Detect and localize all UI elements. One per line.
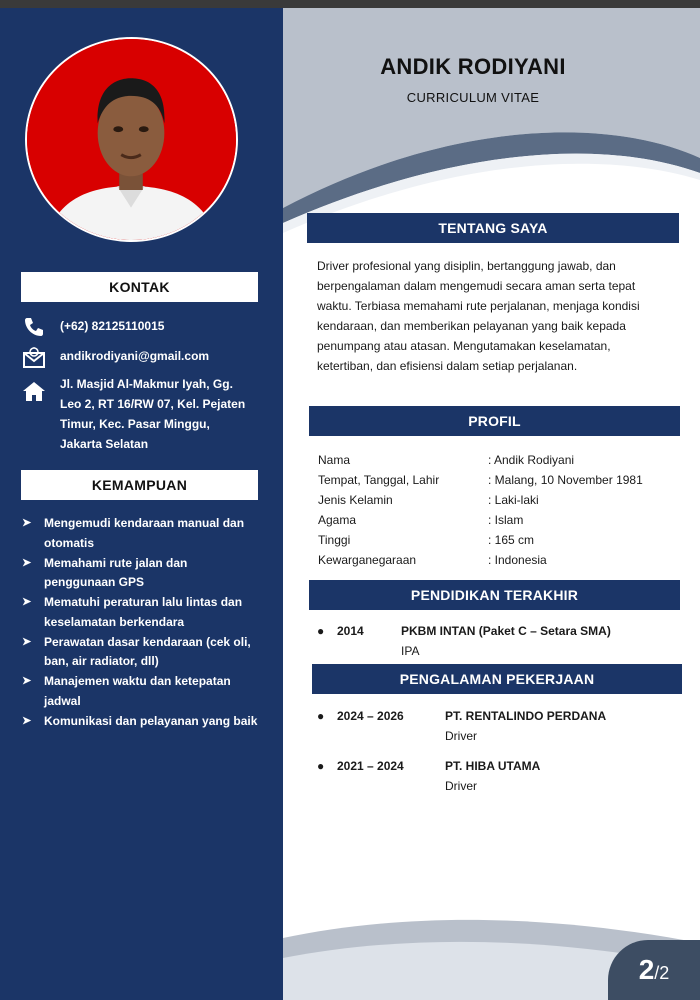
bullet-icon: ●	[317, 709, 325, 723]
person-portrait-icon	[27, 39, 236, 240]
education-entry: ● 2014 PKBM INTAN (Paket C – Setara SMA) IPA	[317, 621, 611, 661]
skill-item: ➤ Perawatan dasar kendaraan (cek oli, ban, air radiator, dll)	[22, 634, 251, 668]
contact-email	[22, 346, 209, 368]
profile-row: Tinggi : 165 cm	[318, 533, 535, 547]
bullet-icon: ●	[317, 759, 325, 773]
contact-phone	[22, 316, 164, 338]
contact-address	[22, 374, 245, 454]
profile-heading: PROFIL	[309, 406, 680, 436]
arrow-bullet-icon: ➤	[22, 714, 32, 727]
arrow-bullet-icon: ➤	[22, 596, 32, 608]
bullet-icon: ●	[317, 624, 325, 638]
main-content	[283, 8, 700, 1000]
document-subtitle: CURRICULUM VITAE	[406, 90, 540, 105]
skill-item: ➤ Mengemudi kendaraan manual dan otomatis	[22, 516, 245, 550]
about-text: Driver profesional yang disiplin, bertanggung jawab, dan berpengalaman dalam mengemudi secara aman serta tepat waktu. Terbiasa memahami rute perjalanan, menjaga kondisi kendaraan, dan memberikan pelayanan yang baik kepada penumpang atau atasan. Mengutamakan keselamatan, ketertiban, dan efisiensi dalam setiap perjalanan.	[317, 259, 640, 373]
email-icon	[22, 346, 46, 368]
address-text: Jl. Masjid Al-Makmur Iyah, Gg. Leo 2, RT 16/RW 07, Kel. Pejaten Timur, Kec. Pasar Minggu, Jakarta Selatan	[60, 377, 246, 451]
skill-item: ➤ Mematuhi peraturan lalu lintas dan keselamatan berkendara	[22, 595, 243, 629]
home-icon	[22, 380, 46, 402]
skills-list	[22, 514, 272, 732]
experience-entry: ● 2024 – 2026 PT. RENTALINDO PERDANA Driver	[317, 706, 606, 746]
profile-row: Tempat, Tanggal, Lahir : Malang, 10 November 1981	[318, 473, 643, 487]
profile-row: Jenis Kelamin : Laki-laki	[318, 493, 539, 507]
profile-row: Kewarganegaraan : Indonesia	[318, 553, 547, 567]
person-name: ANDIK RODIYANI	[380, 54, 566, 79]
arrow-bullet-icon: ➤	[22, 556, 32, 569]
skills-heading: KEMAMPUAN	[21, 470, 258, 500]
header	[343, 54, 603, 105]
arrow-bullet-icon: ➤	[22, 517, 32, 529]
about-heading: TENTANG SAYA	[307, 213, 679, 243]
phone-icon	[22, 316, 46, 338]
skill-item: ➤ Manajemen waktu dan ketepatan jadwal	[22, 674, 231, 708]
profile-row: Nama : Andik Rodiyani	[318, 453, 575, 467]
education-heading: PENDIDIKAN TERAKHIR	[309, 580, 680, 610]
contact-heading: KONTAK	[21, 272, 258, 302]
email-text: andikrodiyani@gmail.com	[60, 349, 210, 363]
profile-row: Agama : Islam	[318, 513, 524, 527]
phone-text: (+62) 82125110015	[60, 319, 165, 333]
skill-item: ➤ Memahami rute jalan dan penggunaan GPS	[22, 555, 188, 589]
page-indicator: 2 /2	[608, 940, 700, 1000]
experience-entry: ● 2021 – 2024 PT. HIBA UTAMA Driver	[317, 756, 540, 796]
arrow-bullet-icon: ➤	[22, 675, 32, 687]
arrow-bullet-icon: ➤	[22, 635, 32, 648]
profile-photo	[25, 37, 238, 242]
experience-heading: PENGALAMAN PEKERJAAN	[312, 664, 682, 694]
profile-table	[318, 450, 643, 570]
top-border	[0, 0, 700, 8]
skill-item: ➤ Komunikasi dan pelayanan yang baik	[22, 712, 272, 732]
